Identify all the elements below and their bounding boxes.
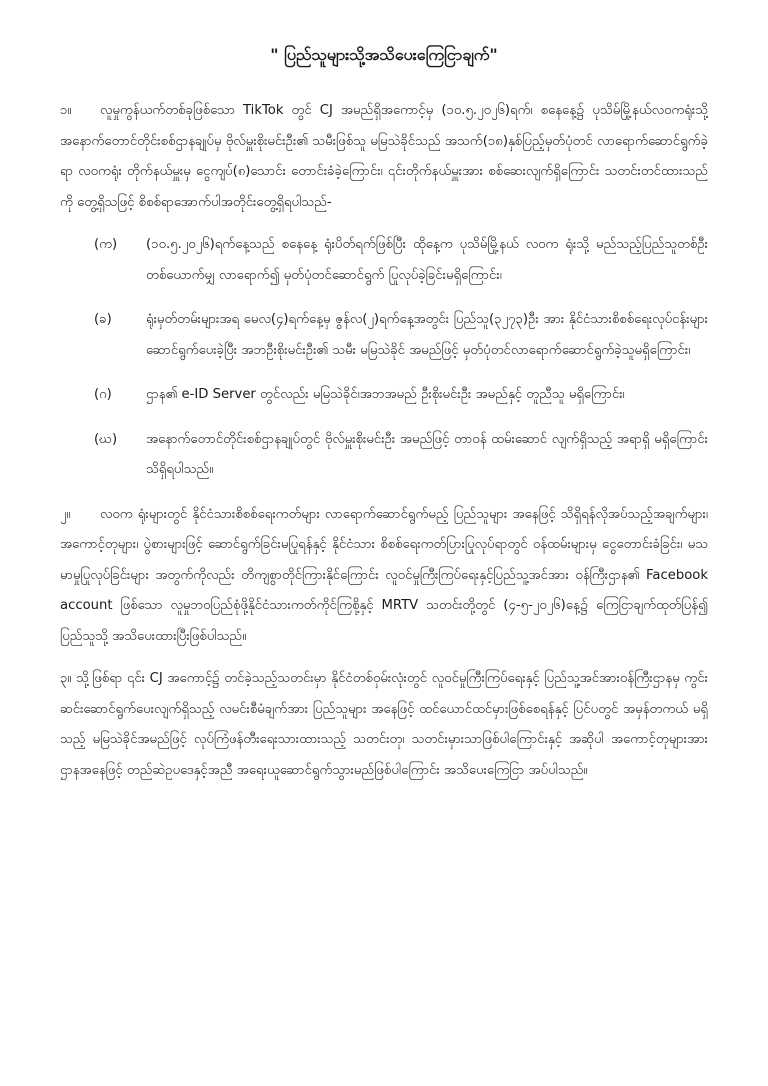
paragraph-1-number: ၁။ — [60, 103, 72, 118]
paragraph-3-text: သို့ဖြစ်ရာ ၎င်း CJ အကောင့်၌ တင်ခဲ့သည့်သတင်းမှာ နိုင်ငံတစ်ဝှမ်းလုံးတွင် လူ၀င်မှုကြီးကြပ်ရေးနှင့် ပြည်သူ့အင်အား၀န်ကြီးဌာနမှ ကွင်းဆင်းဆောင်ရွက်ပေးလျက်ရှိသည့် လမင်းစီမံချက်အား ပြည်သူများ အနေဖြင့် ထင်ယောင်ထင်မှားဖြစ်စေရန်နှင့် ပြင်ပတွင် အမှန်တကယ် မရှိသည့် မမြသဲခိုင်အမည်ဖြင့် လုပ်ကြံဖန်တီးရေးသားထားသည့် သတင်းတု၊ သတင်းမှားသာဖြစ်ပါကြောင်းနှင့် အဆိုပါ အကောင့်တုများအား ဌာနအနေဖြင့် တည်ဆဲဥပဒေနှင့်အညီ အရေးယူဆောင်ရွက်သွားမည်ဖြစ်ပါကြောင်း အသိပေးကြေငြာ အပ်ပါသည်။ — [60, 671, 708, 778]
document-title: " ပြည်သူများသို့အသိပေးကြေငြာချက်" — [270, 45, 498, 64]
paragraph-3 — [60, 664, 708, 786]
paragraph-2 — [60, 500, 708, 653]
list-item-marker: (ဃ) — [94, 431, 118, 447]
list-item-marker: (က) — [94, 237, 118, 252]
paragraph-2-number: ၂။ — [60, 506, 71, 522]
list-item-marker: (ခ) — [94, 312, 112, 327]
list-item-ka — [60, 230, 708, 291]
list-item-text: ရုံးမှတ်တမ်းများအရ မေလ(၄)ရက်နေ့မှ ဇွန်လ(၂)ရက်နေ့အတွင်း ပြည်သူ(၃၂၇၃)ဦး အား နိုင်ငံသားစိစစ်ရေးလုပ်ငန်းများဆောင်ရွက်ပေးခဲ့ပြီး အဘဦးစိုးမင်းဦး၏ သမီး မမြသဲခိုင် အမည်ဖြင့် မှတ်ပုံတင်လာရောက်ဆောင်ရွက်ခဲ့သူမရှိကြောင်း၊ — [146, 312, 708, 358]
paragraph-2-text: လ၀က ရုံးများတွင် နိုင်ငံသားစိစစ်ရေးကတ်များ လာရောက်ဆောင်ရွက်မည့် ပြည်သူများ အနေဖြင့် သိရှိရန်လိုအပ်သည့်အချက်များ၊ အကောင့်တုများ၊ ပွဲစားများဖြင့် ဆောင်ရွက်ခြင်းမပြုရန်နှင့် နိုင်ငံသား စိစစ်ရေးကတ်ပြားပြုလုပ်ရာတွင် ၀န်ထမ်းများမှ ငွေတောင်းခံခြင်း၊ မသမာမှုပြုလုပ်ခြင်းများ အတွက်ကိုလည်း တိကျစွာတိုင်ကြားနိုင်ကြောင်း လူ၀င်မှုကြီးကြပ်ရေးနှင့်ပြည်သူ့အင်အား ၀န်ကြီးဌာန၏ Facebook account ဖြစ်သော လူမှုဘ၀ပြည်စုံဖို့နိုင်ငံသားကတ်ကိုင်ကြစို့နှင့် MRTV သတင်းတို့တွင် (၄-၅-၂၀၂၆)နေ့၌ ကြေငြာချက်ထုတ်ပြန်၍ ပြည်သူသို့ အသိပေးထားပြီးဖြစ်ပါသည်။ — [60, 506, 708, 644]
list-item-kha — [60, 305, 708, 366]
paragraph-1 — [60, 96, 708, 218]
paragraph-1-text: လူမှုကွန်ယက်တစ်ခုဖြစ်သော TikTok တွင် CJ အမည်ရှိအကောင့်မှ (၁၀.၅.၂၀၂၆)ရက်၊ စနေနေ့၌ ပုသိမ်မြို့နယ်လ၀ကရုံးသို့ အနောက်တောင်တိုင်းစစ်ဌာနချုပ်မှ ဗိုလ်မှူးစိုးမင်းဦး၏ သမီးဖြစ်သူ မမြသဲခိုင်သည် အသက်(၁၈)နှစ်ပြည့်မှတ်ပုံတင် လာရောက်ဆောင်ရွက်ခဲ့ရာ လ၀ကရုံး တိုက်နယ်မှူးမှ ငွေကျပ်(၈)သောင်း တောင်းခံခဲ့ကြောင်း၊ ၎င်းတိုက်နယ်မှူးအား စစ်ဆေးလျက်ရှိကြောင်း သတင်းတင်ထားသည်ကို တွေ့ရှိသဖြင့် စိစစ်ရာအောက်ပါအတိုင်းတွေ့ရှိရပါသည်- — [60, 103, 708, 210]
list-item-ga — [60, 380, 708, 411]
paragraph-3-number: ၃။ — [60, 671, 72, 686]
list-item-text: အနောက်တောင်တိုင်းစစ်ဌာနချုပ်တွင် ဗိုလ်မှူးစိုးမင်းဦး အမည်ဖြင့် တာ၀န် ထမ်းဆောင် လျက်ရှိသည့် အရာရှိ မရှိကြောင်း သိရှိရပါသည်။ — [146, 431, 708, 477]
list-item-text: ဌာန၏ e-ID Server တွင်လည်း မမြသဲခိုင်၊အဘအမည် ဦးစိုးမင်းဦး အမည်နှင့် တူညီသူ မရှိကြောင်း၊ — [146, 387, 625, 402]
list-item-text: (၁၀.၅.၂၀၂၆)ရက်နေ့သည် စနေနေ့ ရုံးပိတ်ရက်ဖြစ်ပြီး ထိုနေ့က ပုသိမ်မြို့နယ် လ၀က ရုံးသို့ မည်သည့်ပြည်သူတစ်ဦးတစ်ယောက်မျှ လာရောက်၍ မှတ်ပုံတင်ဆောင်ရွက် ပြုလုပ်ခဲ့ခြင်းမရှိကြောင်း၊ — [146, 237, 708, 283]
list-item-gha — [60, 425, 708, 486]
list-item-marker: (ဂ) — [94, 387, 112, 402]
